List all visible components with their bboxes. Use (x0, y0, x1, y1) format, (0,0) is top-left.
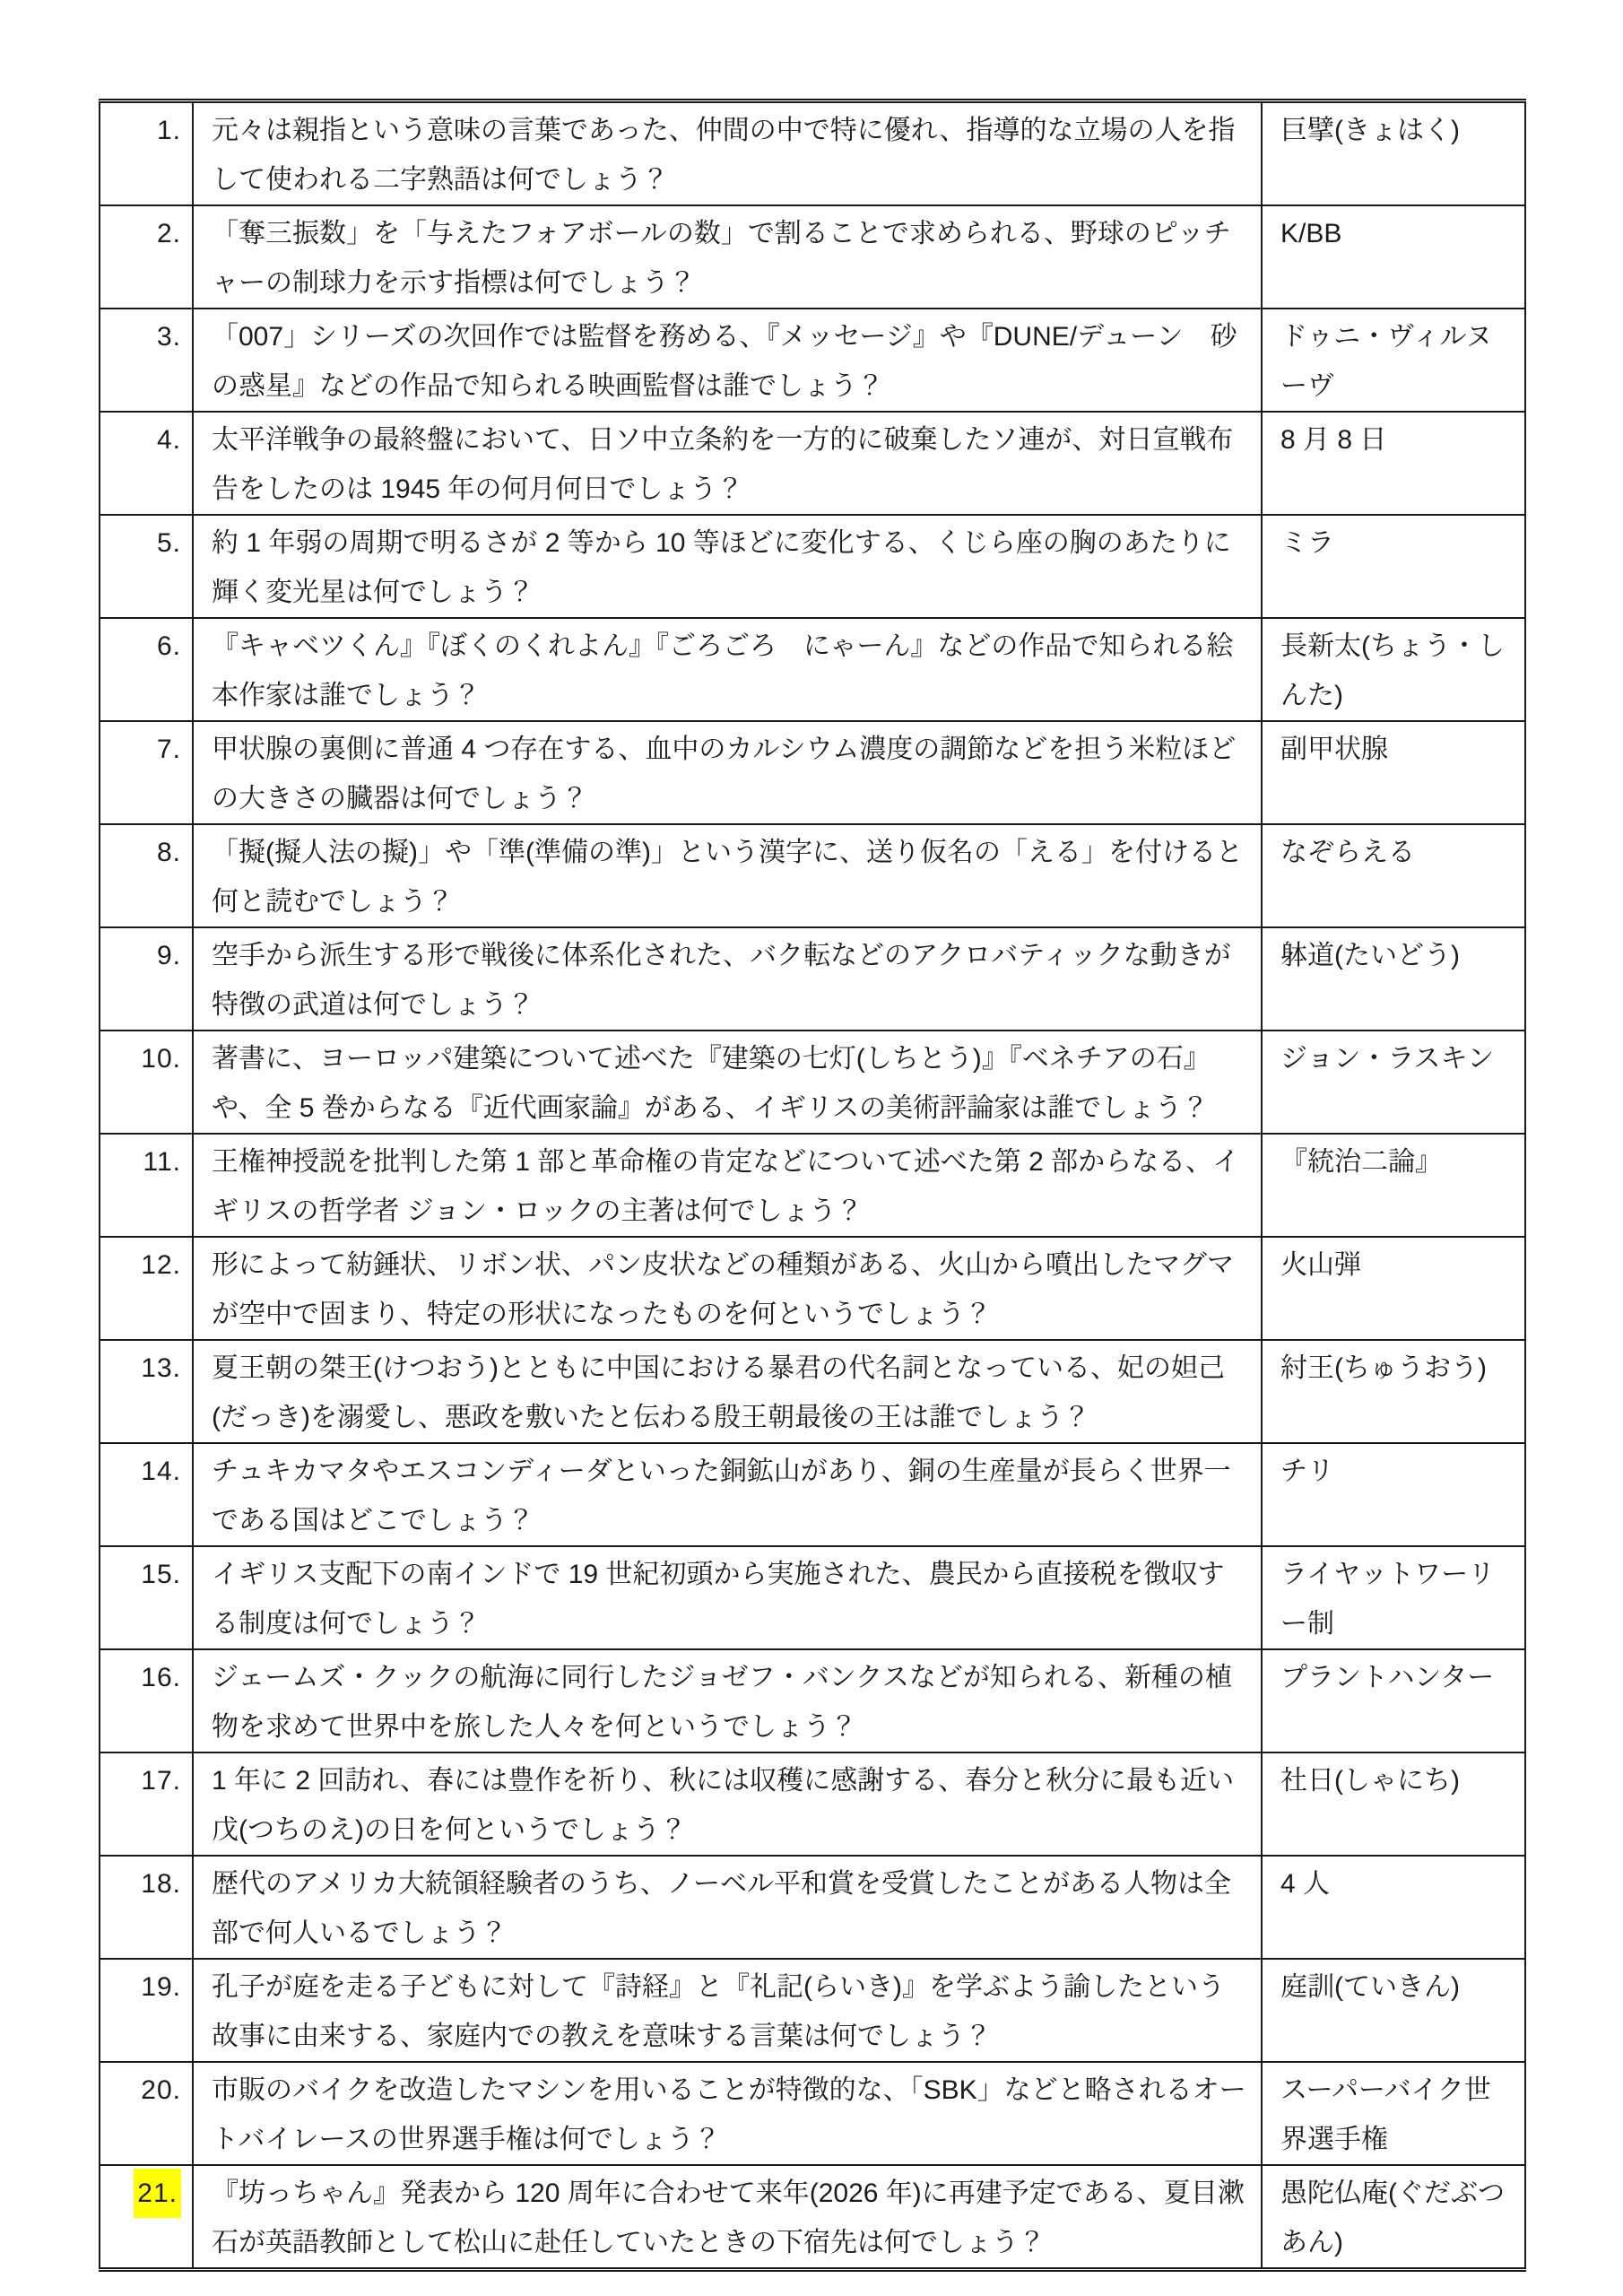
question-number: 17. (141, 1766, 181, 1796)
question-number-cell (100, 927, 193, 1031)
question-text: 『キャベツくん』『ぼくのくれよん』『ごろごろ にゃーん』などの作品で知られる絵本作家は誰でしょう？ (212, 631, 1234, 710)
question-number-cell (100, 721, 193, 824)
table-row (100, 1134, 1525, 1237)
question-text: 甲状腺の裏側に普通 4 つ存在する、血中のカルシウム濃度の調節などを担う米粒ほどの大きさの臓器は何でしょう？ (212, 735, 1237, 813)
question-text: 『坊っちゃん』発表から 120 周年に合わせて来年(2026 年)に再建予定である、夏目漱石が英語教師として松山に赴任していたときの下宿先は何でしょう？ (212, 2179, 1245, 2257)
answer-text: 紂王(ちゅうおう) (1280, 1353, 1487, 1383)
answer-cell (1262, 1752, 1525, 1856)
question-number: 12. (141, 1250, 181, 1280)
question-cell (193, 824, 1262, 927)
question-text: 約 1 年弱の周期で明るさが 2 等から 10 等ほどに変化する、くじら座の胸のあたりに輝く変光星は何でしょう？ (212, 528, 1231, 607)
question-cell (193, 1959, 1262, 2062)
question-cell (193, 927, 1262, 1031)
question-number: 1. (156, 116, 181, 145)
answer-cell (1262, 618, 1525, 721)
question-number: 5. (156, 528, 181, 558)
answer-text: 巨擘(きょはく) (1280, 116, 1460, 145)
question-number-cell (100, 2165, 193, 2270)
table-row (100, 927, 1525, 1031)
question-number-cell (100, 1237, 193, 1340)
answer-cell (1262, 824, 1525, 927)
table-row (100, 205, 1525, 309)
answer-cell (1262, 721, 1525, 824)
question-text: イギリス支配下の南インドで 19 世紀初頭から実施された、農民から直接税を徴収する制度は何でしょう？ (212, 1560, 1225, 1639)
question-cell (193, 1649, 1262, 1752)
question-number-cell (100, 1031, 193, 1134)
table-row (100, 1546, 1525, 1649)
answer-text: 愚陀仏庵(ぐだぶつあん) (1280, 2179, 1505, 2257)
question-number-cell (100, 1752, 193, 1856)
answer-cell (1262, 1649, 1525, 1752)
answer-text: 社日(しゃにち) (1280, 1766, 1460, 1796)
answer-cell (1262, 515, 1525, 618)
answer-cell (1262, 1031, 1525, 1134)
table-row (100, 721, 1525, 824)
question-text: 「007」シリーズの次回作では監督を務める、『メッセージ』や『DUNE/デューン 砂の惑星』などの作品で知られる映画監督は誰でしょう？ (212, 322, 1237, 401)
answer-text: 長新太(ちょう・しんた) (1280, 631, 1505, 710)
table-row (100, 1237, 1525, 1340)
question-number: 18. (141, 1869, 181, 1899)
question-number: 9. (156, 941, 181, 970)
question-number: 15. (141, 1560, 181, 1589)
answer-cell (1262, 412, 1525, 515)
question-text: ジェームズ・クックの航海に同行したジョゼフ・バンクスなどが知られる、新種の植物を求めて世界中を旅した人々を何というでしょう？ (212, 1663, 1232, 1742)
table-row (100, 1959, 1525, 2062)
question-text: 夏王朝の桀王(けつおう)とともに中国における暴君の代名詞となっている、妃の妲己(だっき)を溺愛し、悪政を敷いたと伝わる殷王朝最後の王は誰でしょう？ (212, 1353, 1225, 1432)
question-number-cell (100, 1546, 193, 1649)
question-text: 空手から派生する形で戦後に体系化された、バク転などのアクロバティックな動きが特徴の武道は何でしょう？ (212, 941, 1231, 1020)
question-number-cell (100, 412, 193, 515)
answer-text: チリ (1280, 1457, 1334, 1486)
question-number: 6. (156, 631, 181, 661)
question-number-cell (100, 515, 193, 618)
answer-text: ジョン・ラスキン (1280, 1044, 1495, 1074)
answer-cell (1262, 1237, 1525, 1340)
table-row (100, 515, 1525, 618)
question-cell (193, 205, 1262, 309)
answer-cell (1262, 1546, 1525, 1649)
answer-text: なぞらえる (1280, 838, 1415, 867)
answer-cell (1262, 205, 1525, 309)
question-number-cell (100, 2062, 193, 2165)
answer-text: プラントハンター (1280, 1663, 1495, 1692)
quiz-table (99, 99, 1526, 2272)
question-text: 孔子が庭を走る子どもに対して『詩経』と『礼記(らいき)』を学ぶよう諭したという故事に由来する、家庭内での教えを意味する言葉は何でしょう？ (212, 1972, 1225, 2051)
question-number: 10. (141, 1044, 181, 1074)
answer-text: 『統治二論』 (1280, 1147, 1442, 1177)
question-text: 「奪三振数」を「与えたフォアボールの数」で割ることで求められる、野球のピッチャーの制球力を示す指標は何でしょう？ (212, 219, 1231, 298)
question-cell (193, 515, 1262, 618)
table-row (100, 1856, 1525, 1959)
table-row (100, 2165, 1525, 2270)
table-row (100, 1649, 1525, 1752)
answer-cell (1262, 1856, 1525, 1959)
question-cell (193, 309, 1262, 412)
question-number: 2. (156, 219, 181, 248)
question-number: 20. (141, 2075, 181, 2105)
question-number: 3. (156, 322, 181, 352)
question-cell (193, 1546, 1262, 1649)
question-text: チュキカマタやエスコンディーダといった銅鉱山があり、銅の生産量が長らく世界一である国はどこでしょう？ (212, 1457, 1231, 1535)
answer-text: 躰道(たいどう) (1280, 941, 1460, 970)
question-number: 19. (141, 1972, 181, 2002)
question-number-cell (100, 1134, 193, 1237)
table-row (100, 101, 1525, 206)
question-number-cell (100, 1649, 193, 1752)
question-cell (193, 1134, 1262, 1237)
answer-cell (1262, 101, 1525, 206)
table-row (100, 1443, 1525, 1546)
question-cell (193, 1752, 1262, 1856)
table-row (100, 412, 1525, 515)
question-cell (193, 1340, 1262, 1443)
question-text: 1 年に 2 回訪れ、春には豊作を祈り、秋には収穫に感謝する、春分と秋分に最も近い戊(つちのえ)の日を何というでしょう？ (212, 1766, 1235, 1845)
question-text: 形によって紡錘状、リボン状、パン皮状などの種類がある、火山から噴出したマグマが空中で固まり、特定の形状になったものを何というでしょう？ (212, 1250, 1234, 1329)
question-cell (193, 721, 1262, 824)
question-text: 「擬(擬人法の擬)」や「準(準備の準)」という漢字に、送り仮名の「える」を付けると何と読むでしょう？ (212, 838, 1243, 917)
question-number-cell (100, 309, 193, 412)
question-text: 元々は親指という意味の言葉であった、仲間の中で特に優れ、指導的な立場の人を指して使われる二字熟語は何でしょう？ (212, 116, 1236, 195)
question-text: 王権神授説を批判した第 1 部と革命権の肯定などについて述べた第 2 部からなる、イギリスの哲学者 ジョン・ロックの主著は何でしょう？ (212, 1147, 1240, 1226)
answer-text: 4 人 (1280, 1869, 1331, 1899)
question-number-cell (100, 205, 193, 309)
table-row (100, 1031, 1525, 1134)
question-cell (193, 1237, 1262, 1340)
table-row (100, 2062, 1525, 2165)
question-number-cell (100, 1340, 193, 1443)
answer-text: ドゥニ・ヴィルヌーヴ (1280, 322, 1493, 401)
question-cell (193, 2165, 1262, 2270)
question-cell (193, 412, 1262, 515)
question-number: 13. (141, 1353, 181, 1383)
question-number-cell (100, 824, 193, 927)
question-number-cell (100, 1443, 193, 1546)
table-row (100, 309, 1525, 412)
answer-text: 副甲状腺 (1280, 735, 1388, 764)
question-number: 14. (141, 1457, 181, 1486)
answer-text: ライヤットワーリー制 (1280, 1560, 1496, 1639)
question-number-cell (100, 1856, 193, 1959)
question-text: 太平洋戦争の最終盤において、日ソ中立条約を一方的に破棄したソ連が、対日宣戦布告をしたのは 1945 年の何月何日でしょう？ (212, 425, 1234, 504)
question-number: 8. (156, 838, 181, 867)
question-number: 16. (141, 1663, 181, 1692)
question-cell (193, 2062, 1262, 2165)
table-row (100, 824, 1525, 927)
answer-cell (1262, 1959, 1525, 2062)
table-row (100, 1752, 1525, 1856)
question-number-cell (100, 101, 193, 206)
answer-cell (1262, 1443, 1525, 1546)
question-text: 著書に、ヨーロッパ建築について述べた『建築の七灯(しちとう)』『ベネチアの石』や、全 5 巻からなる『近代画家論』がある、イギリスの美術評論家は誰でしょう？ (212, 1044, 1211, 1123)
question-number-cell (100, 1959, 193, 2062)
answer-text: K/BB (1280, 219, 1342, 248)
answer-cell (1262, 2165, 1525, 2270)
question-number: 11. (143, 1147, 181, 1177)
answer-text: 庭訓(ていきん) (1280, 1972, 1460, 2002)
question-cell (193, 1031, 1262, 1134)
quiz-table-body (100, 101, 1525, 2270)
answer-cell (1262, 309, 1525, 412)
question-cell (193, 1443, 1262, 1546)
answer-text: 8 月 8 日 (1280, 425, 1387, 455)
table-row (100, 618, 1525, 721)
question-text: 歴代のアメリカ大統領経験者のうち、ノーベル平和賞を受賞したことがある人物は全部で何人いるでしょう？ (212, 1869, 1231, 1948)
question-number-cell (100, 618, 193, 721)
question-number: 7. (156, 735, 181, 764)
table-row (100, 1340, 1525, 1443)
answer-text: スーパーバイク世界選手権 (1280, 2075, 1491, 2154)
answer-cell (1262, 1134, 1525, 1237)
question-cell (193, 618, 1262, 721)
answer-cell (1262, 927, 1525, 1031)
question-text: 市販のバイクを改造したマシンを用いることが特徴的な、「SBK」などと略されるオートバイレースの世界選手権は何でしょう？ (212, 2075, 1246, 2154)
question-number: 21. (134, 2169, 181, 2218)
answer-text: 火山弾 (1280, 1250, 1361, 1280)
answer-text: ミラ (1280, 528, 1334, 558)
question-cell (193, 1856, 1262, 1959)
question-cell (193, 101, 1262, 206)
question-number: 4. (156, 425, 181, 455)
answer-cell (1262, 1340, 1525, 1443)
answer-cell (1262, 2062, 1525, 2165)
